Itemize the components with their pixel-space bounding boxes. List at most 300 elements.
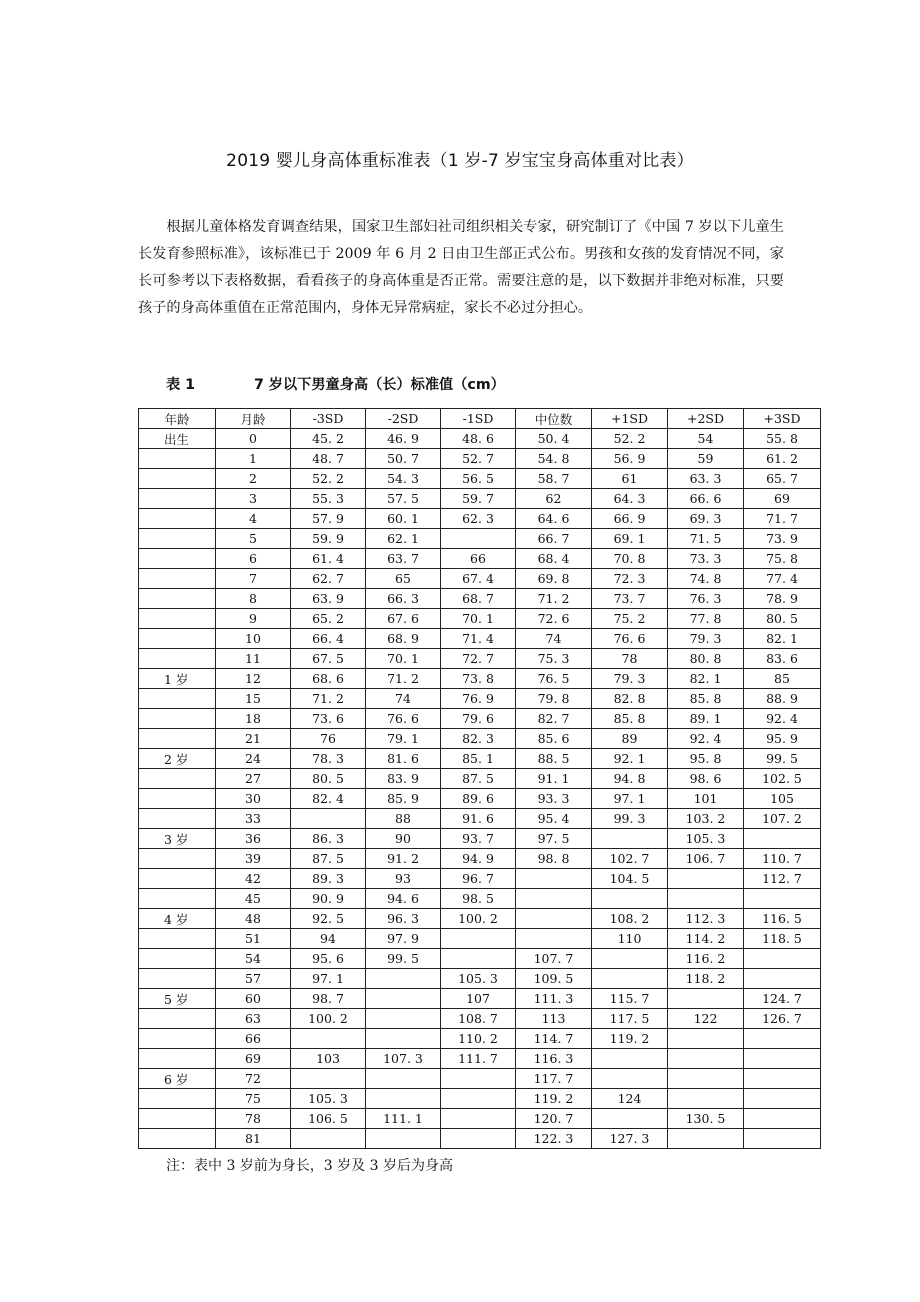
height-standard-table: [138, 408, 821, 1149]
value-cell: [366, 1009, 441, 1029]
value-cell: 70. 1: [441, 609, 516, 629]
value-cell: [441, 1109, 516, 1129]
value-cell: 97. 1: [592, 789, 668, 809]
column-header: +3SD: [744, 409, 821, 429]
month-cell: 57: [216, 969, 291, 989]
value-cell: 82. 1: [668, 669, 744, 689]
value-cell: 68. 7: [441, 589, 516, 609]
value-cell: 78. 9: [744, 589, 821, 609]
month-cell: 63: [216, 1009, 291, 1029]
month-cell: 7: [216, 569, 291, 589]
month-cell: 45: [216, 889, 291, 909]
value-cell: 111. 1: [366, 1109, 441, 1129]
value-cell: 74: [516, 629, 592, 649]
value-cell: 59. 7: [441, 489, 516, 509]
age-cell: [139, 809, 216, 829]
value-cell: 72. 6: [516, 609, 592, 629]
value-cell: 97. 5: [516, 829, 592, 849]
age-cell: [139, 529, 216, 549]
value-cell: 92. 5: [291, 909, 366, 929]
value-cell: [366, 1129, 441, 1149]
value-cell: 103. 2: [668, 809, 744, 829]
value-cell: 66: [441, 549, 516, 569]
table-row: [139, 929, 821, 949]
age-cell: [139, 709, 216, 729]
value-cell: [441, 1069, 516, 1089]
month-cell: 72: [216, 1069, 291, 1089]
value-cell: 73. 9: [744, 529, 821, 549]
value-cell: 110. 2: [441, 1029, 516, 1049]
value-cell: 62. 3: [441, 509, 516, 529]
value-cell: 73. 6: [291, 709, 366, 729]
age-cell: [139, 869, 216, 889]
value-cell: [744, 1089, 821, 1109]
value-cell: [441, 929, 516, 949]
column-header: +2SD: [668, 409, 744, 429]
value-cell: 116. 2: [668, 949, 744, 969]
intro-paragraph: 根据儿童体格发育调查结果，国家卫生部妇社司组织相关专家，研究制订了《中国 7 岁以下儿童生长发育参照标准》，该标准已于 2009 年 6 月 2 日由卫生部正式公布。男孩和女孩的发育情况不同，家长可参考以下表格数据，看看孩子的身高体重是否正常。需要注意的是，以下数据并非绝对标准，只要孩子的身高体重值在正常范围内，身体无异常病症，家长不必过分担心。: [138, 219, 784, 316]
value-cell: 66. 6: [668, 489, 744, 509]
value-cell: [366, 989, 441, 1009]
value-cell: [744, 1129, 821, 1149]
value-cell: 68. 9: [366, 629, 441, 649]
value-cell: 105. 3: [291, 1089, 366, 1109]
table-row: [139, 949, 821, 969]
value-cell: 114. 7: [516, 1029, 592, 1049]
age-cell: [139, 569, 216, 589]
table-row: [139, 989, 821, 1009]
value-cell: 83. 6: [744, 649, 821, 669]
value-cell: [592, 1069, 668, 1089]
value-cell: 85. 6: [516, 729, 592, 749]
value-cell: 75. 8: [744, 549, 821, 569]
value-cell: 73. 8: [441, 669, 516, 689]
table-row: [139, 889, 821, 909]
value-cell: 71. 2: [516, 589, 592, 609]
table-row: [139, 1069, 821, 1089]
value-cell: [366, 1089, 441, 1109]
value-cell: 108. 7: [441, 1009, 516, 1029]
value-cell: 61: [592, 469, 668, 489]
value-cell: 69. 8: [516, 569, 592, 589]
value-cell: 104. 5: [592, 869, 668, 889]
value-cell: 69: [744, 489, 821, 509]
value-cell: [668, 1129, 744, 1149]
value-cell: 97. 1: [291, 969, 366, 989]
value-cell: 68. 6: [291, 669, 366, 689]
month-cell: 8: [216, 589, 291, 609]
value-cell: 62. 1: [366, 529, 441, 549]
column-header: 中位数: [516, 409, 592, 429]
value-cell: [592, 889, 668, 909]
value-cell: 66. 9: [592, 509, 668, 529]
table-row: [139, 1109, 821, 1129]
value-cell: 112. 7: [744, 869, 821, 889]
age-cell: [139, 649, 216, 669]
table-row: [139, 509, 821, 529]
value-cell: 118. 5: [744, 929, 821, 949]
value-cell: 98. 6: [668, 769, 744, 789]
value-cell: 106. 7: [668, 849, 744, 869]
value-cell: 59. 9: [291, 529, 366, 549]
value-cell: 87. 5: [291, 849, 366, 869]
value-cell: 67. 4: [441, 569, 516, 589]
value-cell: 107. 7: [516, 949, 592, 969]
value-cell: 88: [366, 809, 441, 829]
value-cell: 91. 2: [366, 849, 441, 869]
value-cell: 105: [744, 789, 821, 809]
value-cell: 87. 5: [441, 769, 516, 789]
value-cell: [366, 1069, 441, 1089]
month-cell: 30: [216, 789, 291, 809]
month-cell: 27: [216, 769, 291, 789]
value-cell: 76. 3: [668, 589, 744, 609]
value-cell: 64. 6: [516, 509, 592, 529]
value-cell: 89: [592, 729, 668, 749]
age-cell: [139, 849, 216, 869]
table-row: [139, 549, 821, 569]
value-cell: 93. 7: [441, 829, 516, 849]
value-cell: 61. 2: [744, 449, 821, 469]
table-row: [139, 749, 821, 769]
value-cell: 46. 9: [366, 429, 441, 449]
value-cell: [744, 969, 821, 989]
value-cell: 83. 9: [366, 769, 441, 789]
value-cell: 105. 3: [668, 829, 744, 849]
value-cell: [592, 969, 668, 989]
value-cell: 97. 9: [366, 929, 441, 949]
value-cell: 114. 2: [668, 929, 744, 949]
column-header: -2SD: [366, 409, 441, 429]
value-cell: 68. 4: [516, 549, 592, 569]
value-cell: 71. 5: [668, 529, 744, 549]
value-cell: 80. 8: [668, 649, 744, 669]
value-cell: 111. 7: [441, 1049, 516, 1069]
table-row: [139, 729, 821, 749]
value-cell: 73. 7: [592, 589, 668, 609]
age-cell: [139, 509, 216, 529]
value-cell: 69. 3: [668, 509, 744, 529]
table-row: [139, 649, 821, 669]
value-cell: 117. 7: [516, 1069, 592, 1089]
value-cell: 82. 3: [441, 729, 516, 749]
value-cell: 54. 3: [366, 469, 441, 489]
value-cell: 85: [744, 669, 821, 689]
value-cell: [668, 889, 744, 909]
value-cell: 52. 2: [592, 429, 668, 449]
month-cell: 69: [216, 1049, 291, 1069]
value-cell: 82. 4: [291, 789, 366, 809]
month-cell: 42: [216, 869, 291, 889]
value-cell: 95. 4: [516, 809, 592, 829]
value-cell: 63. 9: [291, 589, 366, 609]
value-cell: [668, 1049, 744, 1069]
value-cell: 98. 7: [291, 989, 366, 1009]
page-title: 2019 婴儿身高体重标准表（1 岁-7 岁宝宝身高体重对比表）: [226, 151, 694, 171]
month-cell: 54: [216, 949, 291, 969]
month-cell: 51: [216, 929, 291, 949]
age-cell: [139, 489, 216, 509]
value-cell: 77. 8: [668, 609, 744, 629]
value-cell: [441, 1129, 516, 1149]
month-cell: 36: [216, 829, 291, 849]
value-cell: [291, 1129, 366, 1149]
month-cell: 78: [216, 1109, 291, 1129]
age-cell: [139, 1109, 216, 1129]
value-cell: 60. 1: [366, 509, 441, 529]
value-cell: 67. 6: [366, 609, 441, 629]
value-cell: 48. 6: [441, 429, 516, 449]
age-cell: 出生: [139, 429, 216, 449]
value-cell: 57. 5: [366, 489, 441, 509]
value-cell: 48. 7: [291, 449, 366, 469]
table-row: [139, 789, 821, 809]
value-cell: 55. 8: [744, 429, 821, 449]
month-cell: 11: [216, 649, 291, 669]
value-cell: 116. 5: [744, 909, 821, 929]
month-cell: 21: [216, 729, 291, 749]
value-cell: 118. 2: [668, 969, 744, 989]
month-cell: 1: [216, 449, 291, 469]
table-row: [139, 1049, 821, 1069]
value-cell: 70. 1: [366, 649, 441, 669]
month-cell: 3: [216, 489, 291, 509]
value-cell: 95. 9: [744, 729, 821, 749]
value-cell: [291, 809, 366, 829]
value-cell: 79. 6: [441, 709, 516, 729]
age-cell: 5 岁: [139, 989, 216, 1009]
table-row: [139, 709, 821, 729]
value-cell: 116. 3: [516, 1049, 592, 1069]
value-cell: 82. 8: [592, 689, 668, 709]
month-cell: 33: [216, 809, 291, 829]
value-cell: 72. 7: [441, 649, 516, 669]
value-cell: 106. 5: [291, 1109, 366, 1129]
value-cell: 94. 6: [366, 889, 441, 909]
age-cell: [139, 789, 216, 809]
table-row: [139, 869, 821, 889]
value-cell: 67. 5: [291, 649, 366, 669]
value-cell: 78: [592, 649, 668, 669]
value-cell: 73. 3: [668, 549, 744, 569]
value-cell: 66. 7: [516, 529, 592, 549]
table-row: [139, 1009, 821, 1029]
value-cell: 127. 3: [592, 1129, 668, 1149]
value-cell: 109. 5: [516, 969, 592, 989]
value-cell: 71. 7: [744, 509, 821, 529]
value-cell: 76. 6: [592, 629, 668, 649]
value-cell: 94: [291, 929, 366, 949]
value-cell: 122: [668, 1009, 744, 1029]
value-cell: [366, 969, 441, 989]
value-cell: 55. 3: [291, 489, 366, 509]
value-cell: 117. 5: [592, 1009, 668, 1029]
value-cell: 70. 8: [592, 549, 668, 569]
age-cell: 1 岁: [139, 669, 216, 689]
table-row: [139, 609, 821, 629]
value-cell: 120. 7: [516, 1109, 592, 1129]
age-cell: [139, 1129, 216, 1149]
value-cell: 86. 3: [291, 829, 366, 849]
value-cell: 98. 8: [516, 849, 592, 869]
column-header: 月龄: [216, 409, 291, 429]
value-cell: 107. 2: [744, 809, 821, 829]
value-cell: 88. 5: [516, 749, 592, 769]
age-cell: [139, 729, 216, 749]
value-cell: 81. 6: [366, 749, 441, 769]
value-cell: 90: [366, 829, 441, 849]
value-cell: [366, 1029, 441, 1049]
age-cell: 2 岁: [139, 749, 216, 769]
table-row: [139, 909, 821, 929]
value-cell: 82. 1: [744, 629, 821, 649]
value-cell: 92. 4: [668, 729, 744, 749]
value-cell: 94. 9: [441, 849, 516, 869]
value-cell: 71. 4: [441, 629, 516, 649]
value-cell: 122. 3: [516, 1129, 592, 1149]
month-cell: 39: [216, 849, 291, 869]
column-header: +1SD: [592, 409, 668, 429]
value-cell: 74: [366, 689, 441, 709]
table-row: [139, 469, 821, 489]
age-cell: 4 岁: [139, 909, 216, 929]
value-cell: 75. 2: [592, 609, 668, 629]
value-cell: 107: [441, 989, 516, 1009]
value-cell: [668, 1029, 744, 1049]
value-cell: 75. 3: [516, 649, 592, 669]
month-cell: 75: [216, 1089, 291, 1109]
value-cell: 110. 7: [744, 849, 821, 869]
value-cell: 63. 3: [668, 469, 744, 489]
table-row: [139, 589, 821, 609]
table-row: [139, 569, 821, 589]
value-cell: 94. 8: [592, 769, 668, 789]
value-cell: 95. 6: [291, 949, 366, 969]
value-cell: 72. 3: [592, 569, 668, 589]
value-cell: 103: [291, 1049, 366, 1069]
value-cell: 95. 8: [668, 749, 744, 769]
value-cell: 74. 8: [668, 569, 744, 589]
value-cell: 62. 7: [291, 569, 366, 589]
age-cell: 6 岁: [139, 1069, 216, 1089]
value-cell: [592, 949, 668, 969]
age-cell: [139, 589, 216, 609]
value-cell: [516, 909, 592, 929]
age-cell: [139, 609, 216, 629]
value-cell: 61. 4: [291, 549, 366, 569]
column-header: -1SD: [441, 409, 516, 429]
value-cell: 76. 5: [516, 669, 592, 689]
value-cell: 85. 8: [592, 709, 668, 729]
table-caption-number: 表 1: [166, 377, 195, 393]
month-cell: 24: [216, 749, 291, 769]
month-cell: 12: [216, 669, 291, 689]
table-row: [139, 449, 821, 469]
month-cell: 81: [216, 1129, 291, 1149]
value-cell: 63. 7: [366, 549, 441, 569]
value-cell: 92. 4: [744, 709, 821, 729]
age-cell: [139, 449, 216, 469]
value-cell: 65: [366, 569, 441, 589]
age-cell: [139, 929, 216, 949]
month-cell: 60: [216, 989, 291, 1009]
value-cell: [668, 1089, 744, 1109]
month-cell: 9: [216, 609, 291, 629]
value-cell: 113: [516, 1009, 592, 1029]
value-cell: 82. 7: [516, 709, 592, 729]
value-cell: 91. 1: [516, 769, 592, 789]
column-header: -3SD: [291, 409, 366, 429]
value-cell: 100. 2: [441, 909, 516, 929]
value-cell: [441, 1089, 516, 1109]
value-cell: 66. 4: [291, 629, 366, 649]
table-row: [139, 629, 821, 649]
value-cell: 119. 2: [592, 1029, 668, 1049]
month-cell: 0: [216, 429, 291, 449]
table-row: [139, 1129, 821, 1149]
value-cell: [744, 1029, 821, 1049]
age-cell: [139, 969, 216, 989]
value-cell: [516, 929, 592, 949]
month-cell: 6: [216, 549, 291, 569]
value-cell: [516, 869, 592, 889]
value-cell: [668, 989, 744, 1009]
value-cell: 105. 3: [441, 969, 516, 989]
value-cell: 88. 9: [744, 689, 821, 709]
value-cell: [592, 829, 668, 849]
value-cell: 90. 9: [291, 889, 366, 909]
value-cell: 99. 5: [366, 949, 441, 969]
age-cell: [139, 549, 216, 569]
value-cell: 102. 5: [744, 769, 821, 789]
value-cell: 85. 9: [366, 789, 441, 809]
value-cell: 96. 7: [441, 869, 516, 889]
month-cell: 18: [216, 709, 291, 729]
value-cell: 56. 9: [592, 449, 668, 469]
value-cell: 65. 2: [291, 609, 366, 629]
value-cell: [291, 1069, 366, 1089]
value-cell: 50. 4: [516, 429, 592, 449]
value-cell: 77. 4: [744, 569, 821, 589]
value-cell: 54: [668, 429, 744, 449]
age-cell: 3 岁: [139, 829, 216, 849]
age-cell: [139, 1049, 216, 1069]
age-cell: [139, 1029, 216, 1049]
age-cell: [139, 889, 216, 909]
value-cell: 85. 1: [441, 749, 516, 769]
value-cell: 93. 3: [516, 789, 592, 809]
value-cell: 79. 3: [668, 629, 744, 649]
value-cell: 112. 3: [668, 909, 744, 929]
value-cell: 79. 1: [366, 729, 441, 749]
value-cell: 96. 3: [366, 909, 441, 929]
value-cell: [744, 1049, 821, 1069]
value-cell: 62: [516, 489, 592, 509]
value-cell: 79. 3: [592, 669, 668, 689]
value-cell: 130. 5: [668, 1109, 744, 1129]
value-cell: 76. 9: [441, 689, 516, 709]
value-cell: [668, 1069, 744, 1089]
value-cell: 45. 2: [291, 429, 366, 449]
value-cell: 80. 5: [291, 769, 366, 789]
value-cell: [744, 1109, 821, 1129]
value-cell: 93: [366, 869, 441, 889]
value-cell: 79. 8: [516, 689, 592, 709]
table-caption: [166, 374, 505, 394]
table-row: [139, 429, 821, 449]
month-cell: 48: [216, 909, 291, 929]
month-cell: 2: [216, 469, 291, 489]
